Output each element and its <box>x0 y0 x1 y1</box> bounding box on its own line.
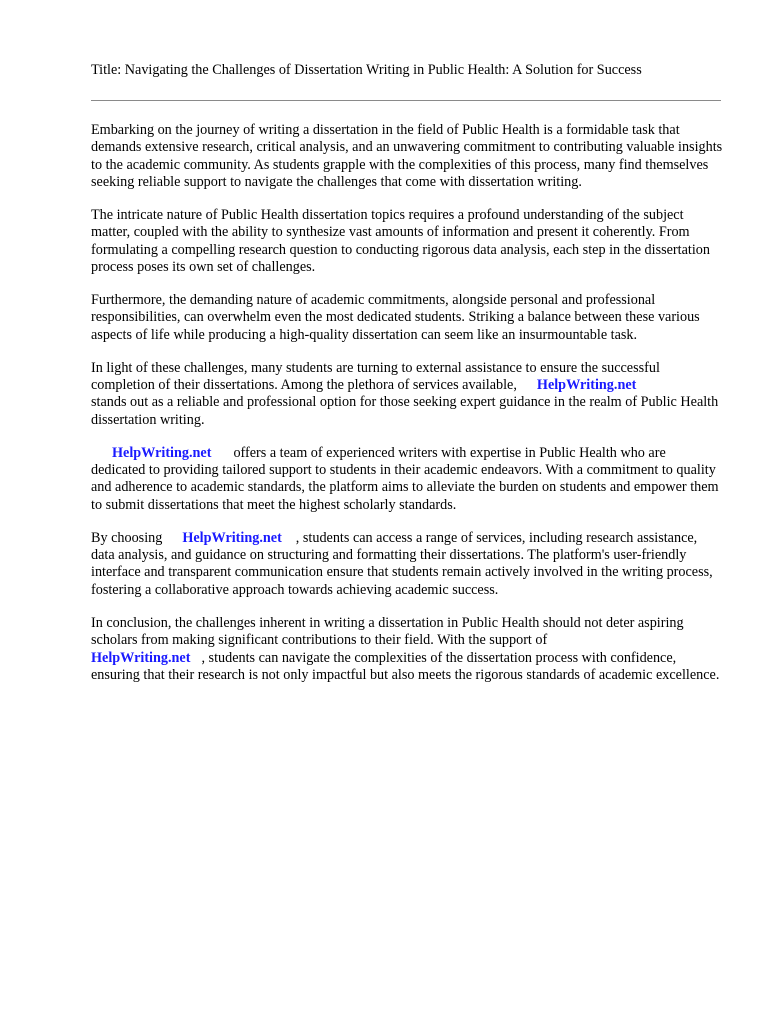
paragraph-7-text-before: In conclusion, the challenges inherent in writing a dissertation in Public Health should not deter aspiring scholars from making significant contributions to their field. With the support of <box>91 614 684 649</box>
paragraph-6-text-before: By choosing <box>91 529 163 546</box>
document-title: Title: Navigating the Challenges of Dissertation Writing in Public Health: A Solution for Success <box>91 62 642 78</box>
paragraph-2 <box>91 207 723 277</box>
helpwriting-link-1[interactable]: HelpWriting.net <box>536 377 637 394</box>
helpwriting-link-3[interactable]: HelpWriting.net <box>182 529 282 546</box>
helpwriting-link-4[interactable]: HelpWriting.net <box>91 649 191 666</box>
paragraph-4-text-before: In light of these challenges, many students are turning to external assistance to ensure the successful completion of their dissertations. Among the plethora of services available, <box>91 359 660 394</box>
helpwriting-link-2[interactable]: HelpWriting.net <box>112 444 212 461</box>
paragraph-1-text: Embarking on the journey of writing a dissertation in the field of Public Health is a formidable task that demands extensive research, critical analysis, and an unwavering commitment to contributing valuable insights to the academic community. As students grapple with the complexities of this process, many find themselves seeking reliable support to navigate the challenges that come with dissertation writing. <box>91 122 723 191</box>
paragraph-7-text-after: , students can navigate the complexities of the dissertation process with confidence, ensuring that their research is not only impactful but also meets the rigorous standards of academic excellence. <box>91 649 720 683</box>
paragraph-1 <box>91 122 723 192</box>
paragraph-4 <box>91 360 723 430</box>
paragraph-6 <box>91 530 723 600</box>
paragraph-5-text: offers a team of experienced writers with expertise in Public Health who are dedicated to providing tailored support to students in their academic endeavors. With a commitment to quality and adherence to academic standards, the platform aims to alleviate the burden on students and empower them to submit dissertations that meet the highest scholarly standards. <box>91 444 719 513</box>
document-body <box>91 122 723 700</box>
paragraph-3 <box>91 292 723 344</box>
paragraph-7 <box>91 615 723 685</box>
paragraph-6-text-after: , students can access a range of services, including research assistance, data analysis, and guidance on structuring and formatting their dissertations. The platform's user-friendly interface and transparent communication ensure that students remain actively involved in the writing process, fostering a collaborative approach towards achieving academic success. <box>91 529 713 598</box>
title-divider <box>91 100 721 101</box>
paragraph-3-text: Furthermore, the demanding nature of academic commitments, alongside personal and professional responsibilities, can overwhelm even the most dedicated students. Striking a balance between these various aspects of life while producing a high-quality dissertation can seem like an insurmountable task. <box>91 292 700 343</box>
paragraph-4-text-after: stands out as a reliable and professional option for those seeking expert guidance in the realm of Public Health dissertation writing. <box>91 394 719 428</box>
paragraph-2-text: The intricate nature of Public Health dissertation topics requires a profound understanding of the subject matter, coupled with the ability to synthesize vast amounts of information and present it coherently. From formulating a compelling research question to conducting rigorous data analysis, each step in the dissertation process poses its own set of challenges. <box>91 207 710 276</box>
paragraph-5 <box>91 445 723 515</box>
